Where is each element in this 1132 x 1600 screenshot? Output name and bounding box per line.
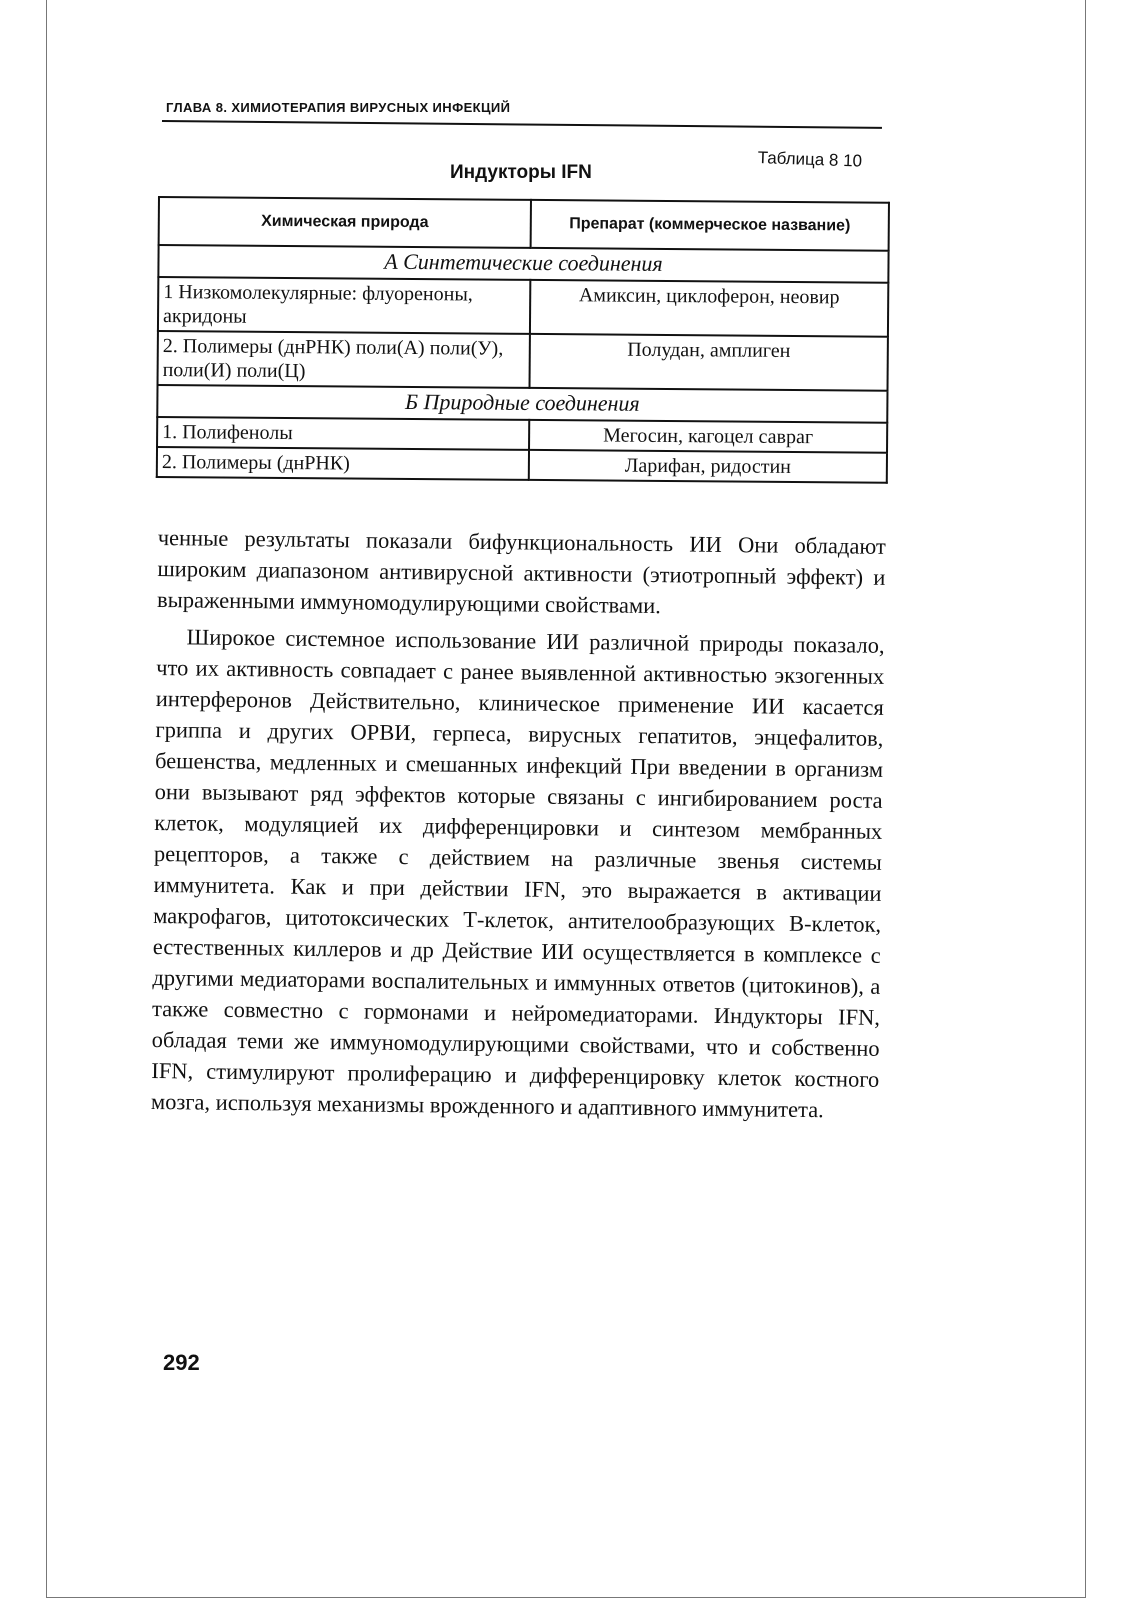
paragraph: Широкое системное использование ИИ различной природы показало, что их активность совпадает с ранее выявленной активностью экзогенных интерферонов Действительно, клиническое применение ИИ касается гриппа и других ОРВИ, герпеса, вирусных гепатитов, энцефалитов, бешенства, медленных и смешанных инфекций При введении в организм они вызывают ряд эффектов которые связаны с ингибированием роста клеток, модуляцией их дифференцировки и синтезом мембранных рецепторов, а также с действием на различные звенья системы иммунитета. Как и при действии IFN, это выражается в активации макрофагов, цитотоксических Т-клеток, антителообразующих В-клеток, естественных киллеров и др Действие ИИ осуществляется в комплексе с другими медиаторами воспалительных и иммунных ответов (цитокинов), а также совместно с гормонами и нейромедиаторами. Индукторы IFN, обладая теми же иммуномодулирующими свойствами, что и собственно IFN, стимулируют пролиферацию и дифференцировку клеток костного мозга, используя механизмы врожденного и адаптивного иммунитета.: [150, 624, 885, 1123]
table-cell: 1. Полифенолы: [157, 417, 529, 450]
table-row: [157, 447, 887, 483]
table-number: Таблица 8 10: [757, 148, 863, 171]
table-row: [158, 277, 888, 337]
table-cell: Ларифан, ридостин: [529, 450, 887, 483]
page-number: 292: [163, 1350, 200, 1375]
paragraph: ченные результаты показали бифункциональность ИИ Они обладают широким диапазоном антивирусной активности (этиотропный эффект) и выраженными иммуномодулирующими свойствами.: [156, 524, 886, 619]
table-caption: Индукторы IFN: [450, 162, 592, 183]
inductors-table: [156, 196, 890, 484]
header-chemical-nature: Химическая природа: [159, 197, 531, 248]
section-title-synthetic: А Синтетические соединения: [158, 245, 888, 283]
table-cell: 2. Полимеры (днРНК) поли(А) поли(У), поли(И) поли(Ц): [158, 331, 530, 388]
table-cell: Мегосин, кагоцел савраг: [529, 420, 887, 453]
header-preparation: Препарат (коммерческое название): [531, 200, 889, 251]
section-title-natural: Б Природные соединения: [157, 385, 887, 423]
table-header-row: [159, 197, 889, 251]
table-row: [158, 331, 888, 391]
table-cell: 2. Полимеры (днРНК): [157, 447, 529, 480]
table-cell: Амиксин, циклоферон, неовир: [530, 280, 888, 337]
table-cell: Полудан, амплиген: [530, 334, 888, 391]
running-head: ГЛАВА 8. ХИМИОТЕРАПИЯ ВИРУСНЫХ ИНФЕКЦИЙ: [166, 100, 511, 115]
table-cell: 1 Низкомолекулярные: флуореноны, акридоны: [158, 277, 530, 334]
body-text: [151, 522, 886, 1126]
